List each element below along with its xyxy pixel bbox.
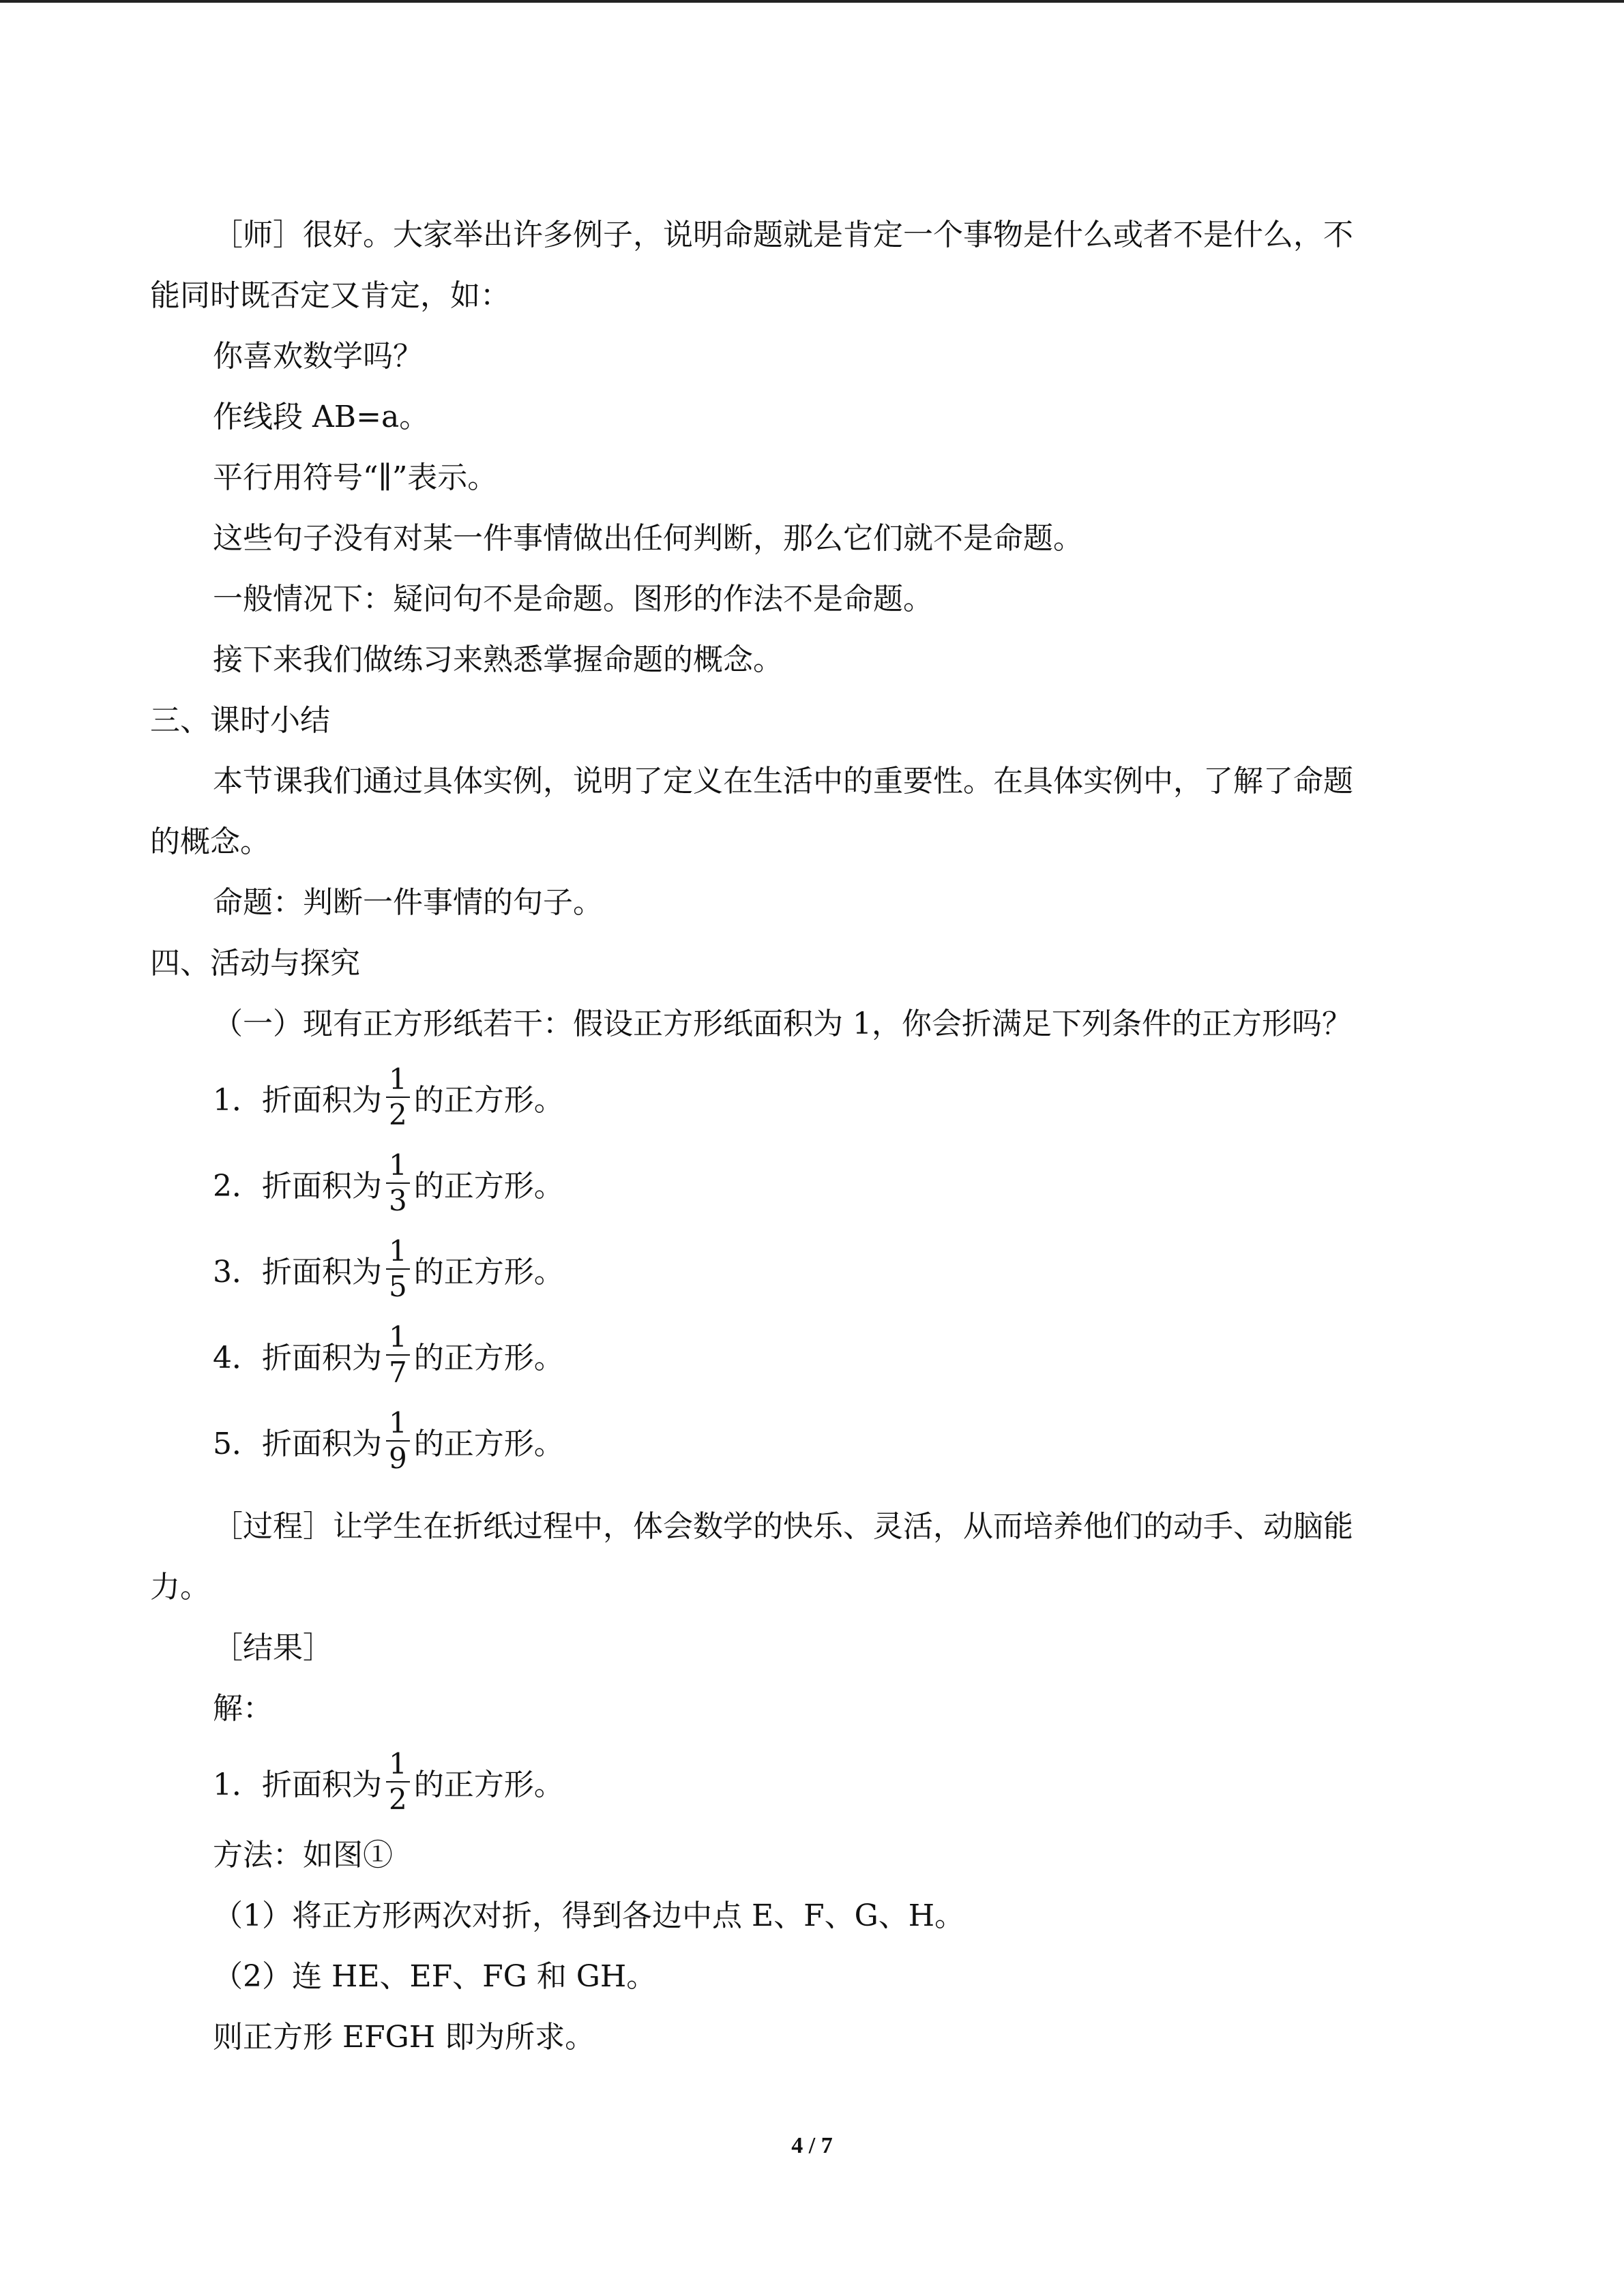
item-suffix: 的正方形。 xyxy=(413,1427,564,1461)
item-prefix: 4．折面积为 xyxy=(213,1341,382,1375)
paragraph-next-practice: 接下来我们做练习来熟悉掌握命题的概念。 xyxy=(213,642,783,677)
item-prefix: 1．折面积为 xyxy=(213,1083,382,1118)
fraction-denominator: 9 xyxy=(389,1442,407,1475)
fraction-numerator: 1 xyxy=(386,1747,410,1783)
paragraph-process-line1: ［过程］让学生在折纸过程中，体会数学的快乐、灵活，从而培养他们的动手、动脑能 xyxy=(213,1509,1353,1544)
item-prefix: 1．折面积为 xyxy=(213,1768,382,1802)
list-item xyxy=(150,1054,1460,1140)
item-prefix: 2．折面积为 xyxy=(213,1169,382,1204)
paragraph-teacher-line2: 能同时既否定又肯定，如： xyxy=(150,278,510,313)
fraction-denominator: 3 xyxy=(389,1184,407,1217)
example-construction: 作线段 AB=a。 xyxy=(213,400,430,434)
conclusion: 则正方形 EFGH 即为所求。 xyxy=(213,2020,595,2055)
solution-label: 解： xyxy=(213,1691,273,1726)
fraction-numerator: 1 xyxy=(386,1148,410,1184)
fraction xyxy=(386,1320,410,1390)
paragraph-proposition-definition: 命题：判断一件事情的句子。 xyxy=(213,885,603,920)
paragraph-summary-line1: 本节课我们通过具体实例，说明了定义在生活中的重要性。在具体实例中，了解了命题 xyxy=(213,764,1353,799)
item-prefix: 5．折面积为 xyxy=(213,1427,382,1461)
fraction-numerator: 1 xyxy=(386,1062,410,1098)
example-question: 你喜欢数学吗？ xyxy=(213,339,423,374)
fraction-denominator: 7 xyxy=(389,1356,407,1389)
paragraph-not-proposition: 这些句子没有对某一件事情做出任何判断，那么它们就不是命题。 xyxy=(213,521,1083,556)
example-symbol: 平行用符号“∥”表示。 xyxy=(213,460,498,495)
item-suffix: 的正方形。 xyxy=(413,1255,564,1289)
page-number: 4 / 7 xyxy=(791,2133,833,2158)
fraction-numerator: 1 xyxy=(386,1406,410,1442)
paragraph-general-rule: 一般情况下：疑问句不是命题。图形的作法不是命题。 xyxy=(213,582,933,616)
item-prefix: 3．折面积为 xyxy=(213,1255,382,1289)
list-item xyxy=(150,1739,1460,1825)
fraction xyxy=(386,1234,410,1304)
item-suffix: 的正方形。 xyxy=(413,1341,564,1375)
fraction-denominator: 2 xyxy=(389,1098,407,1131)
result-label: ［结果］ xyxy=(213,1630,333,1665)
item-suffix: 的正方形。 xyxy=(413,1083,564,1118)
document-body xyxy=(150,205,1460,2068)
list-item xyxy=(150,1398,1460,1484)
fraction xyxy=(386,1062,410,1132)
fraction-numerator: 1 xyxy=(386,1320,410,1356)
step-2: （2）连 HE、EF、FG 和 GH。 xyxy=(213,1959,657,1994)
method-line: 方法：如图① xyxy=(213,1838,393,1873)
item-suffix: 的正方形。 xyxy=(413,1169,564,1204)
fraction-denominator: 2 xyxy=(389,1783,407,1816)
list-item xyxy=(150,1226,1460,1312)
fraction xyxy=(386,1148,410,1218)
fraction xyxy=(386,1406,410,1476)
fraction xyxy=(386,1747,410,1817)
step-1: （1）将正方形两次对折，得到各边中点 E、F、G、H。 xyxy=(213,1898,965,1933)
paragraph-teacher-line1: ［师］很好。大家举出许多例子，说明命题就是肯定一个事物是什么或者不是什么，不 xyxy=(213,218,1353,252)
spacer xyxy=(150,1484,1460,1496)
fraction-denominator: 5 xyxy=(389,1270,407,1303)
fraction-numerator: 1 xyxy=(386,1234,410,1270)
paragraph-summary-line2: 的概念。 xyxy=(150,824,270,859)
section-heading-activity: 四、活动与探究 xyxy=(150,946,360,981)
list-item xyxy=(150,1140,1460,1226)
item-suffix: 的正方形。 xyxy=(413,1768,564,1802)
paragraph-activity-intro: （一）现有正方形纸若干：假设正方形纸面积为 1，你会折满足下列条件的正方形吗？ xyxy=(213,1007,1352,1041)
section-heading-summary: 三、课时小结 xyxy=(150,703,330,738)
paragraph-process-line2: 力。 xyxy=(150,1570,210,1605)
list-item xyxy=(150,1312,1460,1398)
top-border xyxy=(0,0,1624,3)
